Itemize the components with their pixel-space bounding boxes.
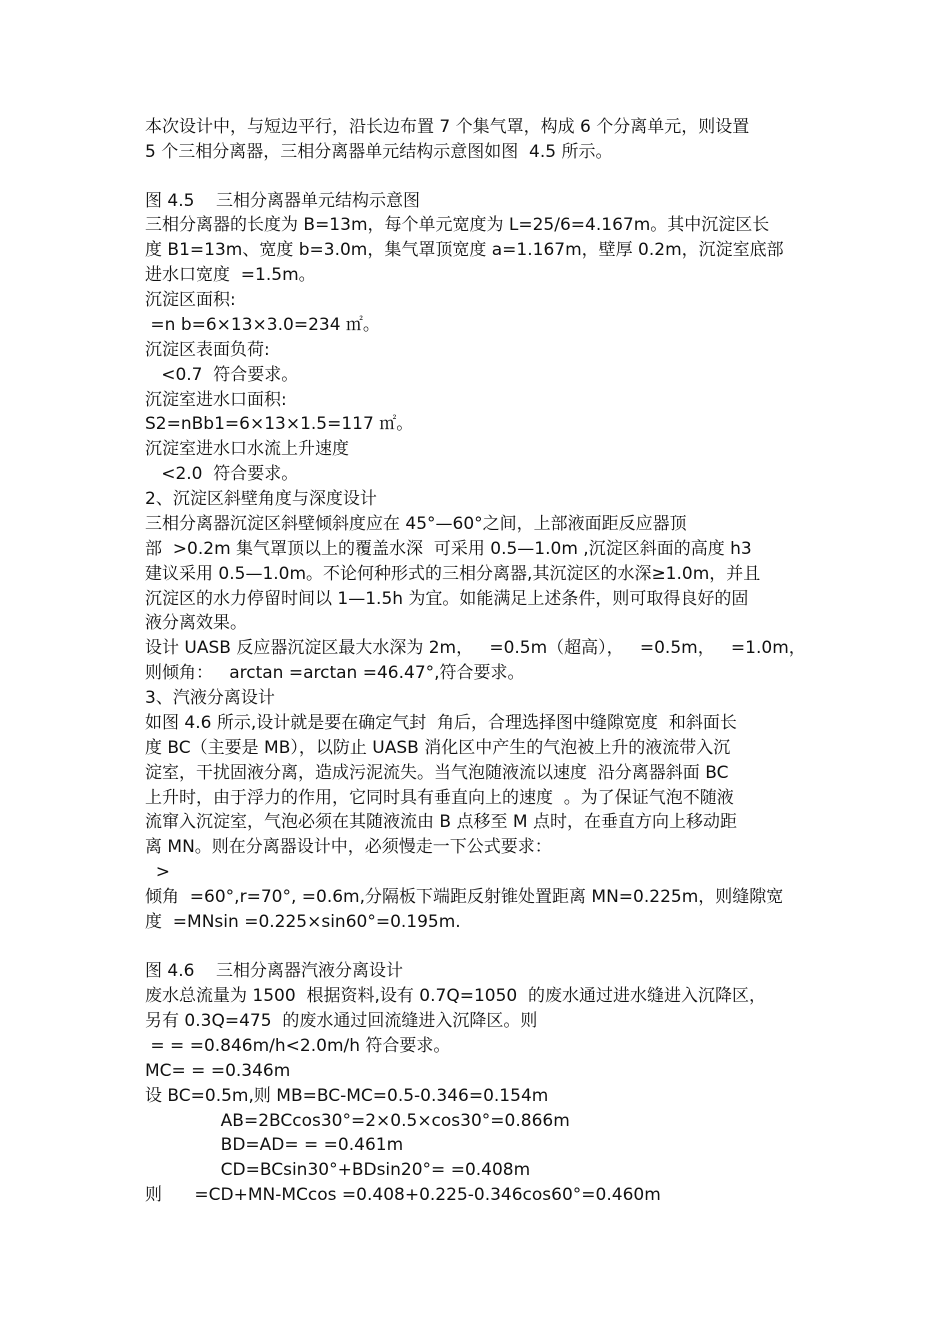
text-line: <0.7 符合要求。 (145, 365, 299, 385)
text-line: 液分离效果。 (145, 613, 247, 633)
text-line: = = =0.846m/h<2.0m/h 符合要求。 (145, 1036, 451, 1056)
text-line: 倾角 =60°,r=70°, =0.6m,分隔板下端距反射锥处置距离 MN=0.225m，则缝隙宽 (145, 887, 784, 907)
text-line: 度 B1=13m、宽度 b=3.0m，集气罩顶宽度 a=1.167m，壁厚 0.2m，沉淀室底部 (145, 240, 784, 260)
text-line: 设计 UASB 反应器沉淀区最大水深为 2m， =0.5m（超高）， =0.5m， =1.0m， (145, 638, 806, 658)
text-line: 废水总流量为 1500 根据资料,设有 0.7Q=1050 的废水通过进水缝进入沉降区， (145, 986, 767, 1006)
section-heading: 2、沉淀区斜壁角度与深度设计 (145, 489, 377, 509)
text-line: CD=BCsin30°+BDsin20°= =0.408m (145, 1160, 531, 1180)
text-line: 建议采用 0.5—1.0m。不论何种形式的三相分离器,其沉淀区的水深≥1.0m，并且 (145, 564, 761, 584)
text-line: 沉淀区的水力停留时间以 1—1.5h 为宜。如能满足上述条件，则可取得良好的固 (145, 589, 749, 609)
text-line: 离 MN。则在分离器设计中，必须慢走一下公式要求： (145, 837, 552, 857)
text-line: 则倾角： arctan =arctan =46.47°,符合要求。 (145, 663, 525, 683)
text-line: 5 个三相分离器，三相分离器单元结构示意图如图 4.5 所示。 (145, 142, 613, 162)
text-line: <2.0 符合要求。 (145, 464, 299, 484)
text-line: 度 BC（主要是 MB），以防止 UASB 消化区中产生的气泡被上升的液流带入沉 (145, 738, 731, 758)
text-line: 则 =CD+MN-MCcos =0.408+0.225-0.346cos60°=0.460m (145, 1185, 661, 1205)
text-line: 三相分离器的长度为 B=13m，每个单元宽度为 L=25/6=4.167m。其中沉淀区长 (145, 215, 770, 235)
text-line: 沉淀区面积: (145, 290, 236, 310)
text-line: 设 BC=0.5m,则 MB=BC-MC=0.5-0.346=0.154m (145, 1086, 549, 1106)
figure-caption: 图 4.5 三相分离器单元结构示意图 (145, 191, 421, 211)
section-heading: 3、汽液分离设计 (145, 688, 275, 708)
text-line: BD=AD= = =0.461m (145, 1135, 404, 1155)
text-line: > (145, 862, 171, 882)
text-line: 进水口宽度 =1.5m。 (145, 265, 316, 285)
text-line: 如图 4.6 所示,设计就是要在确定气封 角后，合理选择图中缝隙宽度 和斜面长 (145, 713, 737, 733)
text-line: AB=2BCcos30°=2×0.5×cos30°=0.866m (145, 1111, 570, 1131)
text-line: S2=nBb1=6×13×1.5=117 ㎡。 (145, 414, 414, 434)
text-line: 另有 0.3Q=475 的废水通过回流缝进入沉降区。则 (145, 1011, 538, 1031)
figure-caption: 图 4.6 三相分离器汽液分离设计 (145, 961, 404, 981)
text-line: =n b=6×13×3.0=234 ㎡。 (145, 315, 380, 335)
text-line: 沉淀区表面负荷: (145, 340, 270, 360)
text-line: 三相分离器沉淀区斜壁倾斜度应在 45°—60°之间，上部液面距反应器顶 (145, 514, 687, 534)
text-line: 流窜入沉淀室，气泡必须在其随液流由 B 点移至 M 点时，在垂直方向上移动距 (145, 812, 737, 832)
text-line: 本次设计中，与短边平行，沿长边布置 7 个集气罩，构成 6 个分离单元，则设置 (145, 117, 750, 137)
text-line: 部 >0.2m 集气罩顶以上的覆盖水深 可采用 0.5—1.0m ,沉淀区斜面的高度 h3 (145, 539, 752, 559)
text-line: MC= = =0.346m (145, 1061, 291, 1081)
text-line: 度 =MNsin =0.225×sin60°=0.195m. (145, 912, 461, 932)
text-line: 上升时，由于浮力的作用，它同时具有垂直向上的速度 。为了保证气泡不随液 (145, 788, 734, 808)
text-line: 淀室，干扰固液分离，造成污泥流失。当气泡随液流以速度 沿分离器斜面 BC (145, 763, 729, 783)
text-line: 沉淀室进水口水流上升速度 (145, 439, 349, 459)
text-line: 沉淀室进水口面积: (145, 390, 287, 410)
